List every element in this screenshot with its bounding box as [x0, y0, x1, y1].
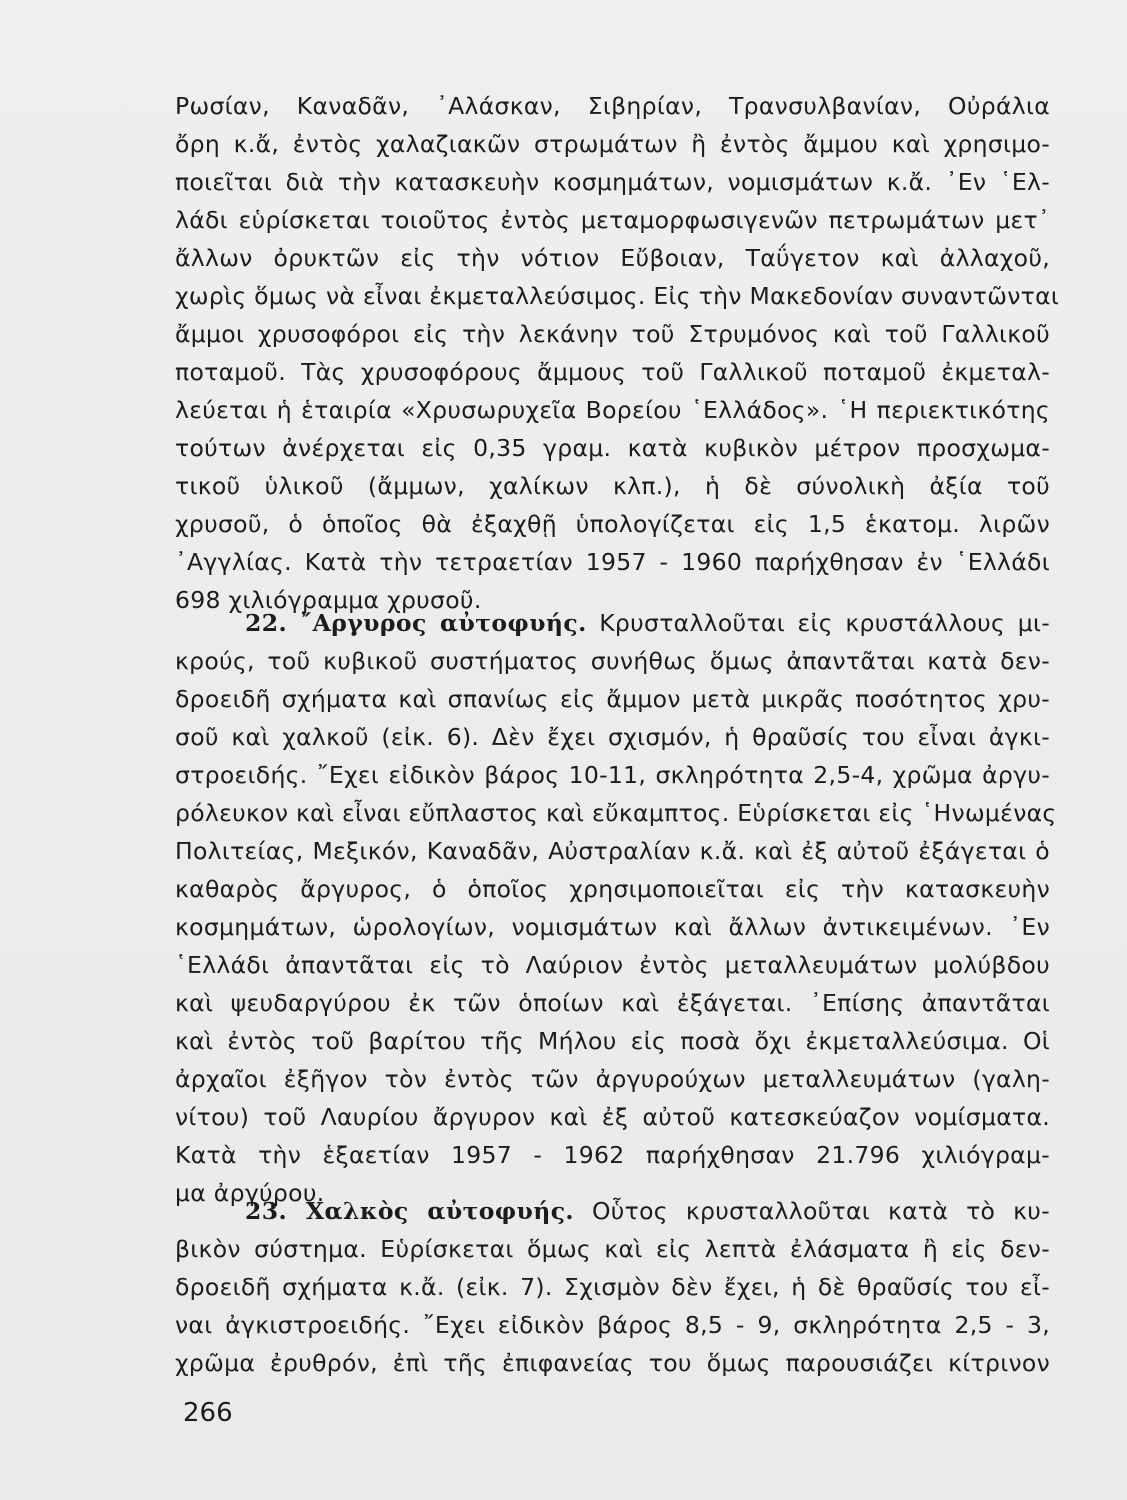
section-heading-copper: 23. Χαλκὸς αὐτοφυής. [245, 1197, 575, 1225]
text-line: κρούς, τοῦ κυβικοῦ συστήματος συνήθως ὅμως ἀπαντᾶται κατὰ δεν- [175, 647, 1050, 675]
text-line: 698 χιλιόγραμμα χρυσοῦ. [175, 586, 482, 614]
text-line: χωρὶς ὅμως νὰ εἶναι ἐκμεταλλεύσιμος. Εἰς τὴν Μακεδονίαν συναντῶνται [175, 282, 1060, 310]
text-line: ναι ἀγκιστροειδής. ῎Εχει εἰδικὸν βάρος 8,5 - 9, σκληρότητα 2,5 - 3, [175, 1311, 1050, 1339]
text-line: τούτων ἀνέρχεται εἰς 0,35 γραμ. κατὰ κυβικὸν μέτρον προσχωμα- [175, 434, 1050, 462]
text-line: Πολιτείας, Μεξικόν, Καναδᾶν, Αὐστραλίαν κ.ἄ. καὶ ἐξ αὐτοῦ ἐξάγεται ὁ [175, 837, 1050, 865]
text-line: λάδι εὑρίσκεται τοιοῦτος ἐντὸς μεταμορφωσιγενῶν πετρωμάτων μετ᾿ [175, 206, 1050, 234]
page-number: 266 [183, 1398, 233, 1428]
text-line: ῾Ελλάδι ἀπαντᾶται εἰς τὸ Λαύριον ἐντὸς μεταλλευμάτων μολύβδου [175, 951, 1050, 979]
text-line: δροειδῆ σχήματα καὶ σπανίως εἰς ἄμμον μετὰ μικρᾶς ποσότητος χρυ- [175, 685, 1050, 713]
text-line: καθαρὸς ἄργυρος, ὁ ὁποῖος χρησιμοποιεῖται εἰς τὴν κατασκευὴν [175, 875, 1050, 903]
text-line: σοῦ καὶ χαλκοῦ (εἰκ. 6). Δὲν ἔχει σχισμόν, ἡ θραῦσίς του εἶναι ἀγκι- [175, 723, 1050, 751]
text-line: Κατὰ τὴν ἑξαετίαν 1957 - 1962 παρήχθησαν 21.796 χιλιόγραμ- [175, 1141, 1050, 1169]
section-heading-silver: 22. ῎Αργυρος αὐτοφυής. [245, 609, 587, 637]
text-line-rest: Κρυσταλλοῦται εἰς κρυστάλλους μι- [599, 609, 1050, 637]
text-line: τικοῦ ὑλικοῦ (ἄμμων, χαλίκων κλπ.), ἡ δὲ σύνολικὴ ἀξία τοῦ [175, 472, 1050, 500]
text-line: Ρωσίαν, Καναδᾶν, ᾿Αλάσκαν, Σιβηρίαν, Τρανσυλβανίαν, Οὐράλια [175, 92, 1050, 120]
text-line: ὄρη κ.ἄ, ἐντὸς χαλαζιακῶν στρωμάτων ἢ ἐντὸς ἄμμου καὶ χρησιμο- [175, 130, 1050, 158]
text-line: χρυσοῦ, ὁ ὁποῖος θὰ ἐξαχθῇ ὑπολογίζεται εἰς 1,5 ἑκατομ. λιρῶν [175, 510, 1050, 538]
text-line: ἄμμοι χρυσοφόροι εἰς τὴν λεκάνην τοῦ Στρυμόνος καὶ τοῦ Γαλλικοῦ [175, 320, 1050, 348]
paragraph-gold-continuation [175, 87, 1060, 619]
text-line [175, 604, 1050, 642]
paragraph-native-silver [175, 604, 1057, 1212]
paragraph-native-copper [175, 1192, 1050, 1382]
text-line: καὶ ψευδαργύρου ἐκ τῶν ὁποίων καὶ ἐξάγεται. ᾿Επίσης ἀπαντᾶται [175, 989, 1050, 1017]
text-line-rest: Οὗτος κρυσταλλοῦται κατὰ τὸ κυ- [591, 1197, 1050, 1225]
text-line: νίτου) τοῦ Λαυρίου ἄργυρον καὶ ἐξ αὐτοῦ κατεσκεύαζον νομίσματα. [175, 1103, 1050, 1131]
text-line: βικὸν σύστημα. Εὑρίσκεται ὅμως καὶ εἰς λεπτὰ ἐλάσματα ἢ εἰς δεν- [175, 1235, 1050, 1263]
text-line: ρόλευκον καὶ εἶναι εὔπλαστος καὶ εὔκαμπτος. Εὑρίσκεται εἰς ῾Ηνωμένας [175, 799, 1057, 827]
text-line: ᾿Αγγλίας. Κατὰ τὴν τετραετίαν 1957 - 1960 παρήχθησαν ἐν ῾Ελλάδι [175, 548, 1050, 576]
text-line [175, 1192, 1050, 1230]
text-line: ποταμοῦ. Τὰς χρυσοφόρους ἄμμους τοῦ Γαλλικοῦ ποταμοῦ ἐκμεταλ- [175, 358, 1050, 386]
text-line: καὶ ἐντὸς τοῦ βαρίτου τῆς Μήλου εἰς ποσὰ ὄχι ἐκμεταλλεύσιμα. Οἱ [175, 1027, 1050, 1055]
text-line: ποιεῖται διὰ τὴν κατασκευὴν κοσμημάτων, νομισμάτων κ.ἄ. ᾿Εν ῾Ελ- [175, 168, 1050, 196]
text-line: ἄλλων ὀρυκτῶν εἰς τὴν νότιον Εὔβοιαν, Ταΰγετον καὶ ἀλλαχοῦ, [175, 244, 1050, 272]
text-line: στροειδής. ῎Εχει εἰδικὸν βάρος 10-11, σκληρότητα 2,5-4, χρῶμα ἀργυ- [175, 761, 1050, 789]
text-line: λεύεται ἡ ἑταιρία «Χρυσωρυχεῖα Βορείου ῾Ελλάδος». ῾Η περιεκτικότης [175, 396, 1050, 424]
text-line: δροειδῆ σχήματα κ.ἄ. (εἰκ. 7). Σχισμὸν δὲν ἔχει, ἡ δὲ θραῦσίς του εἶ- [175, 1273, 1050, 1301]
text-line: κοσμημάτων, ὡρολογίων, νομισμάτων καὶ ἄλλων ἀντικειμένων. ᾿Εν [175, 913, 1050, 941]
text-line: μα ἀργύρου. [175, 1179, 325, 1207]
text-line: χρῶμα ἐρυθρόν, ἐπὶ τῆς ἐπιφανείας του ὅμως παρουσιάζει κίτρινον [175, 1349, 1050, 1377]
text-line: ἀρχαῖοι ἐξῆγον τὸν ἐντὸς τῶν ἀργυρούχων μεταλλευμάτων (γαλη- [175, 1065, 1050, 1093]
